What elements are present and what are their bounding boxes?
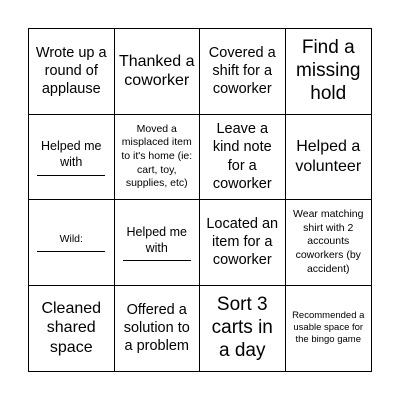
blank-line xyxy=(37,251,105,252)
bingo-cell-helped-me-with-1[interactable] xyxy=(29,115,115,201)
blank-line xyxy=(123,260,191,261)
bingo-cell-moved-misplaced-item[interactable] xyxy=(115,115,201,201)
cell-label: Leave a kind note for a coworker xyxy=(212,121,272,193)
cell-label: Recommended a usable space for the bingo game xyxy=(292,309,365,346)
cell-label-text: Wild: xyxy=(59,232,83,245)
cell-label: Located an item for a coworker xyxy=(206,215,279,269)
bingo-cell-offered-solution[interactable] xyxy=(115,286,201,372)
cell-label: Wear matching shirt with 2 accounts coworkers (by accident) xyxy=(293,208,364,275)
cell-label xyxy=(37,219,105,265)
cell-label: Find a missing hold xyxy=(296,37,361,104)
bingo-cell-helped-me-with-2[interactable] xyxy=(115,200,201,286)
cell-label: Helped a volunteer xyxy=(295,138,362,175)
cell-label: Sort 3 carts in a day xyxy=(211,294,273,361)
bingo-cell-wrote-applause[interactable] xyxy=(29,29,115,115)
bingo-cell-located-item[interactable] xyxy=(200,200,286,286)
bingo-cell-wild[interactable] xyxy=(29,200,115,286)
cell-label xyxy=(119,207,196,277)
cell-label: Wrote up a round of applause xyxy=(35,44,107,98)
cell-label: Covered a shift for a coworker xyxy=(208,44,276,98)
bingo-cell-helped-volunteer[interactable] xyxy=(286,115,372,201)
bingo-cell-thanked-coworker[interactable] xyxy=(115,29,201,115)
blank-line xyxy=(37,175,105,176)
cell-label: Thanked a coworker xyxy=(118,52,195,90)
bingo-cell-sort-3-carts[interactable] xyxy=(200,286,286,372)
bingo-cell-matching-shirt[interactable] xyxy=(286,200,372,286)
bingo-cell-recommended-space[interactable] xyxy=(286,286,372,372)
cell-label: Cleaned shared space xyxy=(41,299,102,356)
bingo-cell-cleaned-shared-space[interactable] xyxy=(29,286,115,372)
bingo-cell-find-missing-hold[interactable] xyxy=(286,29,372,115)
cell-label: Offered a solution to a problem xyxy=(123,301,190,355)
cell-label: Moved a misplaced item to it's home (ie: cart, toy, supplies, etc) xyxy=(121,122,193,190)
bingo-board xyxy=(28,28,372,372)
bingo-cell-kind-note[interactable] xyxy=(200,115,286,201)
cell-label-text: Helped me with xyxy=(126,224,187,255)
bingo-cell-covered-shift[interactable] xyxy=(200,29,286,115)
cell-label xyxy=(33,122,110,192)
cell-label-text: Helped me with xyxy=(41,139,102,170)
